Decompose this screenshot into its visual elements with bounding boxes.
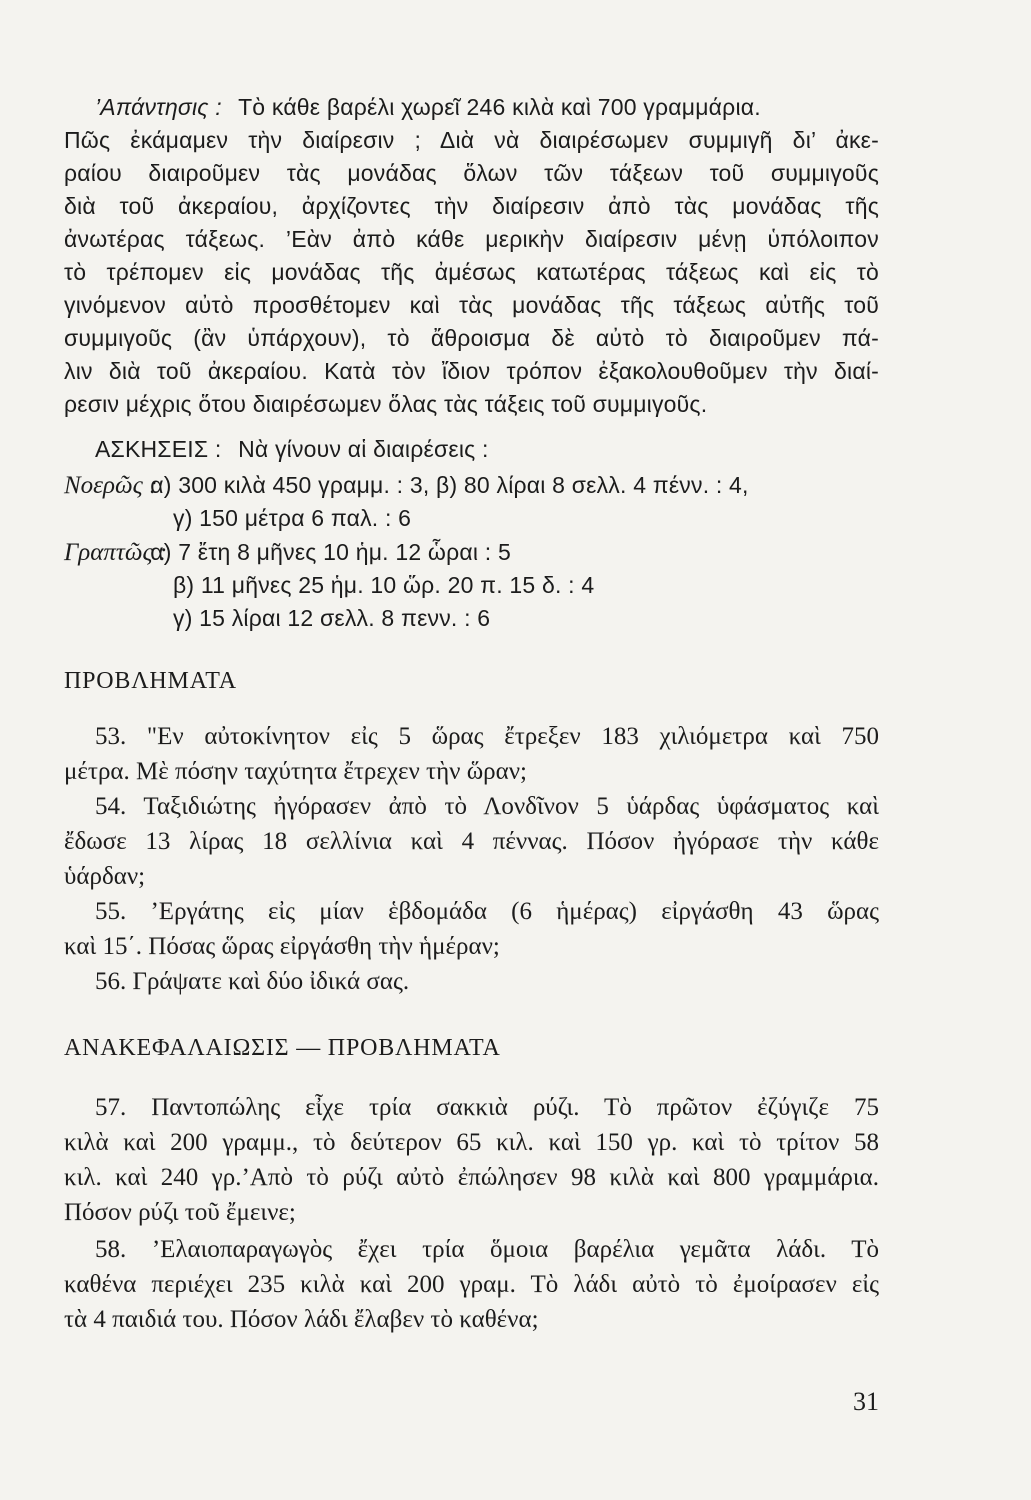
written-exercise-line — [64, 537, 511, 568]
problem-line: ὑάρδαν; — [64, 863, 146, 890]
mental-label: Νοερῶς : — [64, 472, 158, 499]
explanation-line: συμμιγοῦς (ἂν ὑπάρχουν), τὸ ἄθροισμα δὲ αὐτὸ τὸ διαιροῦμεν πά- — [64, 325, 879, 351]
problem-line: μέτρα. Μὲ πόσην ταχύτητα ἔτρεχεν τὴν ὥραν; — [64, 758, 527, 785]
problem-line: 55. ’Εργάτης εἰς μίαν ἑβδομάδα (6 ἡμέρας) εἰργάσθη 43 ὥρας — [95, 898, 879, 925]
explanation-line: ραίου διαιροῦμεν τὰς μονάδας ὅλων τῶν τάξεων τοῦ συμμιγοῦς — [64, 160, 879, 186]
review-line: Πόσον ρύζι τοῦ ἔμεινε; — [64, 1199, 296, 1226]
written-label: Γραπτῶς : — [64, 539, 168, 566]
problem-line: ἔδωσε 13 λίρας 18 σελλίνια καὶ 4 πέννας. Πόσον ἠγόρασε τὴν κάθε — [64, 828, 879, 855]
review-line: 57. Παντοπώλης εἶχε τρία σακκιὰ ρύζι. Τὸ πρῶτον ἐζύγιζε 75 — [95, 1094, 879, 1121]
mental-item: α) 300 κιλὰ 450 γραμμ. : 3, β) 80 λίραι 8 σελλ. 4 πένν. : 4, — [150, 472, 749, 498]
answer-label: ’Απάντησις : — [95, 94, 222, 120]
exercises-heading: ΑΣΚΗΣΕΙΣ : — [95, 436, 222, 462]
written-item: γ) 15 λίραι 12 σελλ. 8 πενν. : 6 — [173, 605, 491, 631]
review-line: τὰ 4 παιδιά του. Πόσον λάδι ἔλαβεν τὸ καθένα; — [64, 1306, 539, 1333]
page-number: 31 — [853, 1387, 879, 1416]
problem-line: 53. "Εν αὐτοκίνητον εἰς 5 ὥρας ἔτρεξεν 183 χιλιόμετρα καὶ 750 — [95, 723, 879, 750]
written-item: α) 7 ἔτη 8 μῆνες 10 ἡμ. 12 ὧραι : 5 — [150, 539, 511, 565]
answer-line — [95, 92, 761, 122]
explanation-line: τὸ τρέπομεν εἰς μονάδας τῆς ἀμέσως κατωτέρας τάξεως καὶ εἰς τὸ — [64, 259, 879, 285]
explanation-line: ρεσιν μέχρις ὅτου διαιρέσωμεν ὅλας τὰς τάξεις τοῦ συμμιγοῦς. — [64, 391, 708, 417]
explanation-line: λιν διὰ τοῦ ἀκεραίου. Κατὰ τὸν ἴδιον τρόπον ἐξακολουθοῦμεν τὴν διαί- — [64, 358, 879, 384]
problem-line: 54. Ταξιδιώτης ἠγόρασεν ἀπὸ τὸ Λονδῖνον 5 ὑάρδας ὑφάσματος καὶ — [95, 793, 879, 820]
exercises-heading-line — [95, 434, 489, 464]
explanation-line: διὰ τοῦ ἀκεραίου, ἀρχίζοντες τὴν διαίρεσιν ἀπὸ τὰς μονάδας τῆς — [64, 193, 879, 219]
written-item: β) 11 μῆνες 25 ἡμ. 10 ὥρ. 20 π. 15 δ. : 4 — [173, 572, 595, 598]
problems-heading: ΠΡΟΒΛΗΜΑΤΑ — [64, 668, 237, 694]
explanation-line: γινόμενον αὐτὸ προσθέτομεν καὶ τὰς μονάδας τῆς τάξεως αὐτῆς τοῦ — [64, 292, 879, 318]
review-line: καθένα περιέχει 235 κιλὰ καὶ 200 γραμ. Τὸ λάδι αὐτὸ τὸ ἐμοίρασεν εἰς — [64, 1271, 879, 1298]
mental-item: γ) 150 μέτρα 6 παλ. : 6 — [173, 505, 412, 531]
review-line: κιλὰ καὶ 200 γραμμ., τὸ δεύτερον 65 κιλ. καὶ 150 γρ. καὶ τὸ τρίτον 58 — [64, 1129, 879, 1156]
explanation-line: Πῶς ἐκάμαμεν τὴν διαίρεσιν ; Διὰ νὰ διαιρέσωμεν συμμιγῆ δι’ ἀκε- — [64, 127, 879, 153]
review-line: 58. ’Ελαιοπαραγωγὸς ἔχει τρία ὅμοια βαρέλια γεμᾶτα λάδι. Τὸ — [95, 1236, 879, 1263]
review-heading: ΑΝΑΚΕΦΑΛΑΙΩΣΙΣ — ΠΡΟΒΛΗΜΑΤΑ — [64, 1035, 501, 1061]
explanation-line: ἀνωτέρας τάξεως. ’Εὰν ἀπὸ κάθε μερικὴν διαίρεσιν μένῃ ὑπόλοιπον — [64, 226, 879, 252]
problem-line: καὶ 15΄. Πόσας ὥρας εἰργάσθη τὴν ἡμέραν; — [64, 933, 500, 960]
exercises-instruction: Νὰ γίνουν αἱ διαιρέσεις : — [238, 436, 489, 462]
answer-text: Τὸ κάθε βαρέλι χωρεῖ 246 κιλὰ καὶ 700 γραμμάρια. — [238, 94, 761, 120]
mental-exercise-line — [64, 470, 749, 501]
problem-line: 56. Γράψατε καὶ δύο ἰδικά σας. — [95, 968, 410, 995]
review-line: κιλ. καὶ 240 γρ.’Απὸ τὸ ρύζι αὐτὸ ἐπώλησεν 98 κιλὰ καὶ 800 γραμμάρια. — [64, 1164, 879, 1191]
